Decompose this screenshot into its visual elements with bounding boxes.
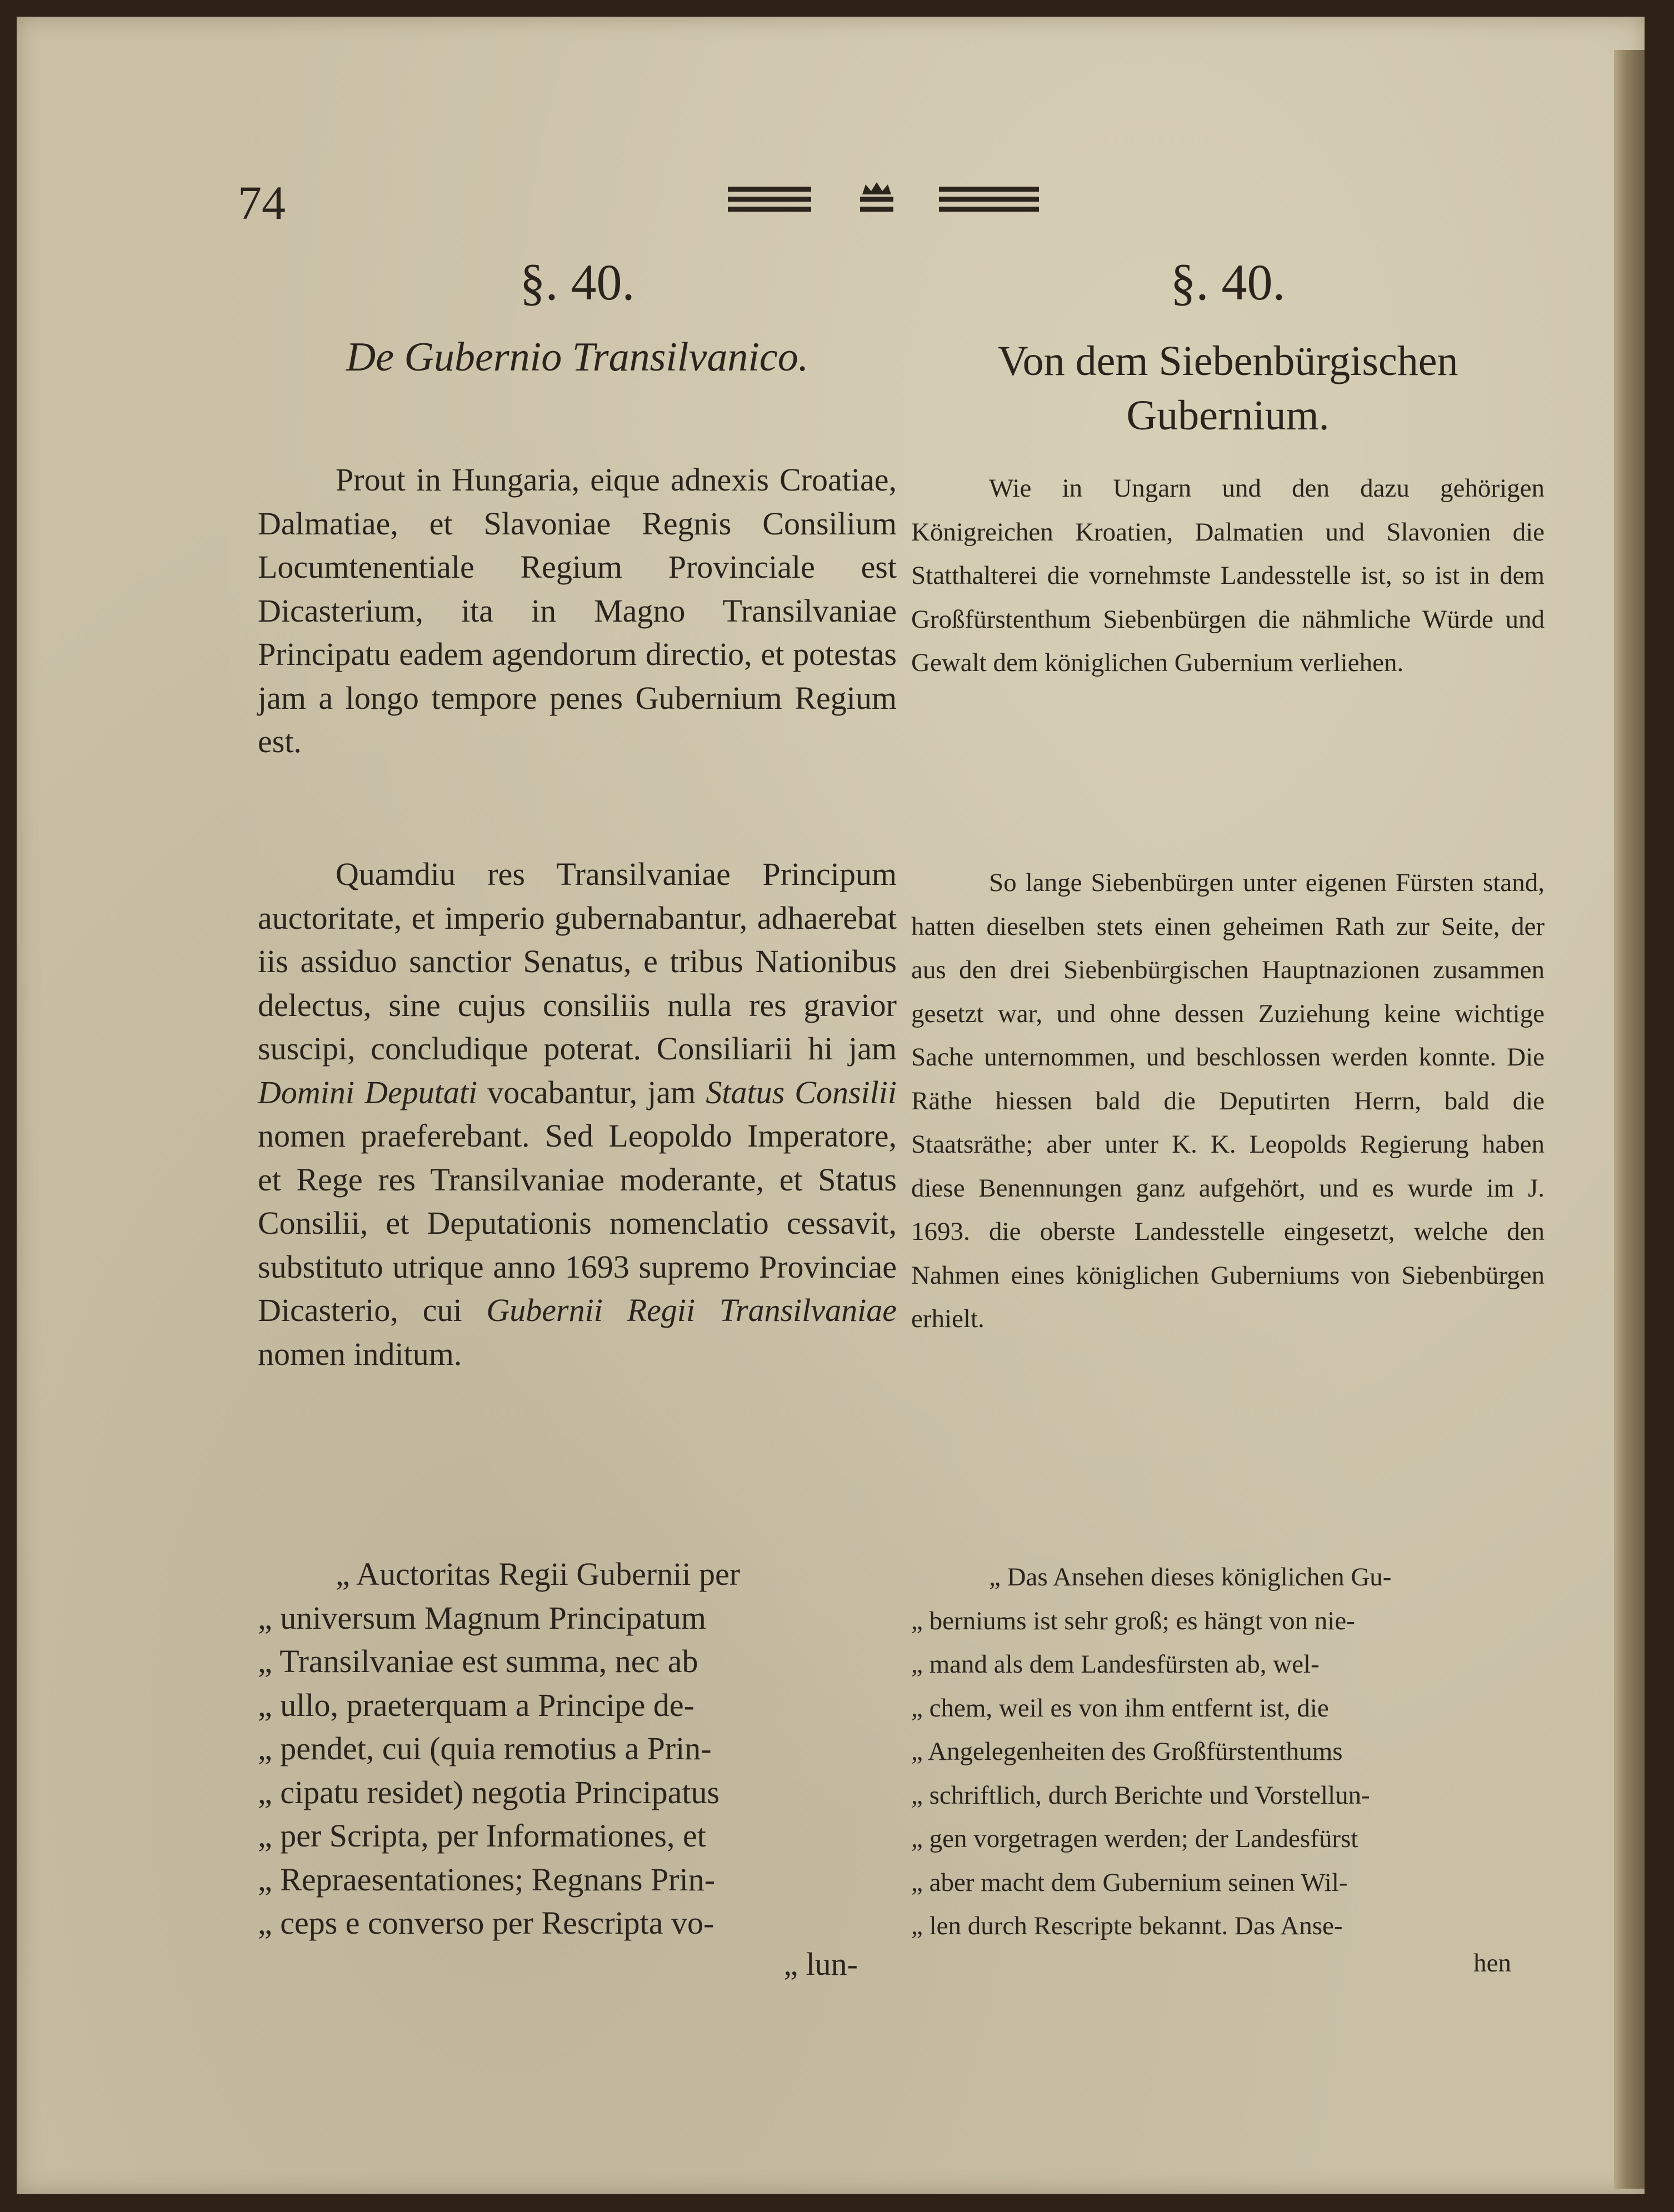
quote-line: „ mand als dem Landesfürsten ab, wel-	[911, 1650, 1320, 1679]
section-mark-german: §. 40.	[1170, 254, 1286, 311]
section-mark-latin: §. 40.	[519, 254, 635, 311]
latin-column	[258, 253, 897, 381]
quote-line: „ len durch Rescripte bekannt. Das Anse-	[911, 1911, 1343, 1940]
quote-line: „ ceps e converso per Rescripta vo-	[258, 1905, 714, 1941]
quote-line: „ Repraesentationes; Regnans Prin-	[258, 1861, 716, 1898]
quote-line: „ cipatu residet) negotia Principatus	[258, 1774, 720, 1810]
quote-line: „ berniums ist sehr groß; es hängt von nie-	[911, 1606, 1355, 1635]
german-column	[911, 253, 1545, 443]
german-paragraph-1: Wie in Ungarn und den dazu gehörigen Königreichen Kroatien, Dalmatien und Slavonien die Statthalterei die vornehmste Landesstelle ist, so ist in dem Großfürstenthum Siebenbürgen die nähmliche Würde und Gewalt dem königlichen Gubernium verliehen.	[911, 474, 1545, 677]
latin-paragraph-2: Quamdiu res Transilvaniae Principum auctoritate, et imperio gubernabantur, adhaerebat iis assiduo sanctior Senatus, e tribus Nationibus delectus, sine cujus consiliis nulla res gravior suscipi, concludique poterat. Consiliarii hi jam Domini Deputati vocabantur, jam Status Consilii nomen praeferebant. Sed Leopoldo Imperatore, et Rege res Transilvaniae moderante, et Status Consilii, et Deputationis nomenclatio cessavit, substituto utrique anno 1693 supremo Provinciae Dicasterio, cui Gubernii Regii Transilvaniae nomen inditum.	[258, 856, 897, 1372]
page-number: 74	[238, 176, 286, 229]
section-title-german: Von dem Siebenbürgischen Gubernium.	[997, 338, 1458, 439]
page-edge	[1614, 50, 1645, 2189]
quote-line: „ ullo, praeterquam a Principe de-	[258, 1686, 694, 1723]
latin-paragraph-1: Prout in Hungaria, eique adnexis Croatiae, Dalmatiae, et Slavoniae Regnis Consilium Locumtenentiale Regium Provinciale est Dicasterium, ita in Magno Transilvaniae Principatu eadem agendorum directio, et potestas jam a longo tempore penes Gubernium Regium est.	[258, 462, 897, 759]
quote-line: „ Angelegenheiten des Großfürstenthums	[911, 1737, 1343, 1766]
catchword-german: hen	[1473, 1948, 1511, 1978]
quote-line: „ universum Magnum Principatum	[258, 1599, 707, 1636]
quote-line: „ pendet, cui (quia remotius a Prin-	[258, 1730, 712, 1766]
quote-line: „ chem, weil es von ihm entfernt ist, die	[911, 1693, 1329, 1723]
crown-icon	[861, 181, 892, 196]
quote-line: „ schriftlich, durch Berichte und Vorstellun-	[911, 1780, 1370, 1810]
quote-line: „ Auctoritas Regii Gubernii per	[336, 1556, 741, 1592]
catchword-latin: „ lun-	[783, 1945, 858, 1982]
german-paragraph-2: So lange Siebenbürgen unter eigenen Fürsten stand, hatten dieselben stets einen geheimen Rath zur Seite, der aus den drei Siebenbürgischen Hauptnazionen zusammen gesetzt war, und ohne dessen Zuziehung keine wichtige Sache unternommen, und beschlossen werden konnte. Die Räthe hiessen bald die Deputirten Herrn, bald die Staatsräthe; aber unter K. K. Leopolds Regierung haben diese Benennungen ganz aufgehört, und es wurde im J. 1693. die oberste Landesstelle eingesetzt, welche den Nahmen eines königlichen Guberniums von Siebenbürgen erhielt.	[911, 868, 1545, 1333]
quote-line: „ Das Ansehen dieses königlichen Gu-	[989, 1563, 1392, 1592]
german-quote	[911, 1555, 1545, 1978]
quote-line: „ gen vorgetragen werden; der Landesfürst	[911, 1824, 1358, 1853]
header-ornament	[728, 181, 1039, 214]
quote-line: „ per Scripta, per Informationes, et	[258, 1818, 706, 1854]
quote-line: „ Transilvaniae est summa, nec ab	[258, 1643, 698, 1679]
quote-line: „ aber macht dem Gubernium seinen Wil-	[911, 1868, 1348, 1897]
book-page	[17, 17, 1645, 2194]
latin-quote	[258, 1553, 897, 1983]
section-title-latin: De Gubernio Transilvanico.	[346, 334, 809, 380]
